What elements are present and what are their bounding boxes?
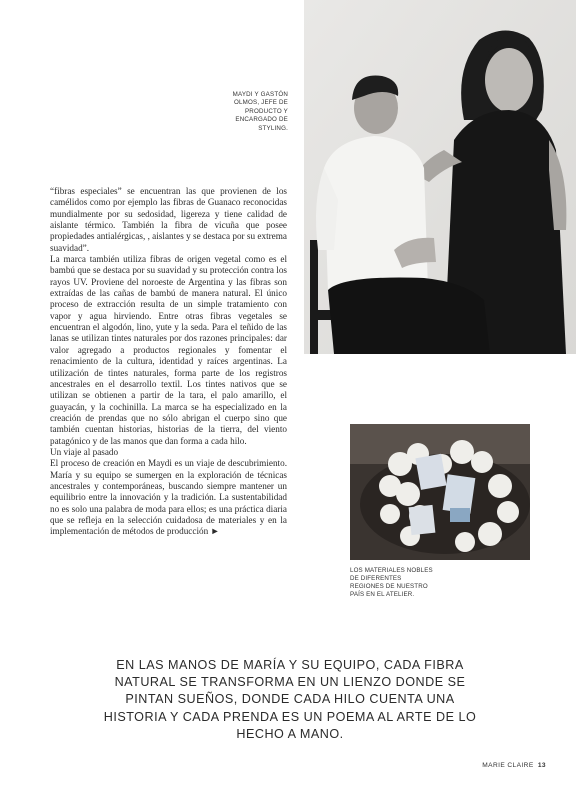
page-footer <box>482 762 546 769</box>
portrait-photo <box>304 0 576 354</box>
photo-caption: MAYDI Y GASTÓN OLMOS, JEFE DE PRODUCTO Y ENCARGADO DE STYLING. <box>232 91 288 132</box>
materials-photo <box>350 424 530 560</box>
article-body <box>50 186 287 538</box>
section-subheading: Un viaje al pasado <box>50 446 119 457</box>
body-paragraph: La marca también utiliza fibras de origen vegetal como es el bambú que se destaca por su suavidad y su protección contra los rayos UV. Proviene del noroeste de Argentina y las fibras son extraídas de las cañas de bambú de manera natural. El único proceso de extracción resulta de un simple tratamiento con vapor y agua hirviendo. Entre otras fibras vegetales se encuentran el algodón, lino, yute y la seda. Para el teñido de las lanas se utilizan tintes naturales por dos razones principales: dar valor agregado a productos regionales y fomentar el renacimiento de la cultura, identidad y raíces argentinas. La utilización de tintes naturales, forma parte de los registros ancestrales en el desarrollo textil. Los tintes nativos que se utilizan se obtienen a partir de la tara, el palo amarillo, el guayacán, y la cochinilla. La marca se ha especializado en la creación de prendas que no sólo abrigan el cuerpo sino que también cuentan historias, historias de la tierra, del viento patagónico y de las manos que dan forma a cada hilo. <box>50 254 287 446</box>
materials-caption: LOS MATERIALES NOBLES DE DIFERENTES REGIONES DE NUESTRO PAÍS EN EL ATELIER. <box>350 567 433 599</box>
magazine-name: MARIE CLAIRE <box>482 762 534 769</box>
body-paragraph: “fibras especiales” se encuentran las que provienen de los camélidos como por ejemplo las fibras de Guanaco reconocidas mundialmente por su sedosidad, ligereza y tiene calidad de aislante térmico. También la fibra de vicuña que posee propiedades antialérgicas, , aislantes y se destaca por su extrema suavidad”. <box>50 186 287 253</box>
body-paragraph: El proceso de creación en Maydi es un viaje de descubrimiento. María y su equipo se sumergen en la exploración de técnicas ancestrales y contemporáneas, buscando siempre mantener un equilibrio entre la innovación y la tradición. La sustentabilidad no es solo una palabra de moda para ellos; es una práctica diaria que se refleja en la selección cuidadosa de materiales y en la implementación de métodos de producción ► <box>50 458 287 537</box>
page-number: 13 <box>537 762 546 769</box>
pull-quote: EN LAS MANOS DE MARÍA Y SU EQUIPO, CADA FIBRA NATURAL SE TRANSFORMA EN UN LIENZO DONDE SE PINTAN SUEÑOS, DONDE CADA HILO CUENTA UNA HISTORIA Y CADA PRENDA ES UN POEMA AL ARTE DE LO HECHO A MANO. <box>103 658 477 741</box>
